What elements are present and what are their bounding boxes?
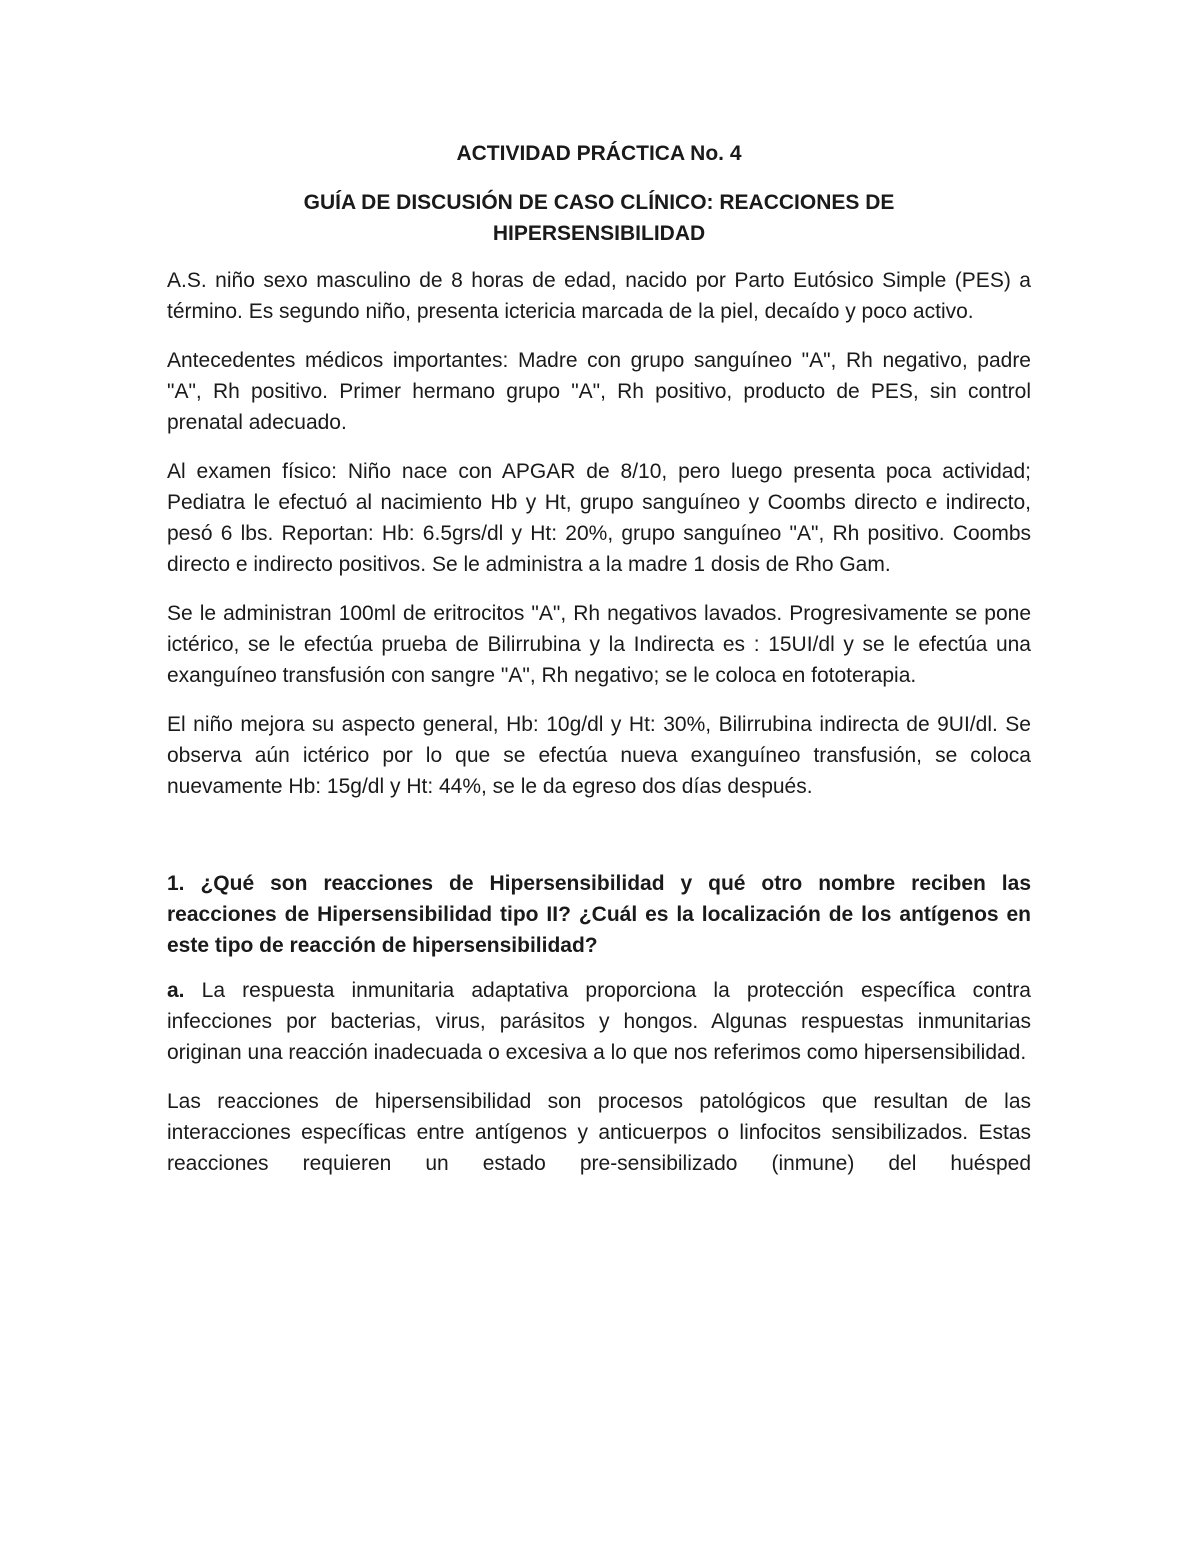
answer-label: a. <box>167 979 185 1002</box>
answer-1-text: La respuesta inmunitaria adaptativa proporciona la protección específica contra infecciones por bacterias, virus, parásitos y hongos. Algunas respuestas inmunitarias originan una reacción inadecuada o excesiva a lo que nos referimos como hipersensibilidad. <box>167 979 1031 1064</box>
case-paragraph-patient: A.S. niño sexo masculino de 8 horas de edad, nacido por Parto Eutósico Simple (PES) a término. Es segundo niño, presenta ictericia marcada de la piel, decaído y poco activo. <box>167 269 1031 323</box>
question-1: 1. ¿Qué son reacciones de Hipersensibilidad y qué otro nombre reciben las reacciones de Hipersensibilidad tipo II? ¿Cuál es la localización de los antígenos en este tipo de reacción de hipersensibilidad? <box>167 872 1031 957</box>
case-paragraph-history: Antecedentes médicos importantes: Madre con grupo sanguíneo "A", Rh negativo, padre "A", Rh positivo. Primer hermano grupo "A", Rh positivo, producto de PES, sin control prenatal adecuado. <box>167 349 1031 434</box>
subtitle-line-2: HIPERSENSIBILIDAD <box>492 222 706 245</box>
answer-1-paragraph <box>167 975 1031 1068</box>
document-title: ACTIVIDAD PRÁCTICA No. 4 <box>456 142 742 165</box>
section-spacer <box>167 820 1031 868</box>
case-paragraph-outcome: El niño mejora su aspecto general, Hb: 10g/dl y Ht: 30%, Bilirrubina indirecta de 9UI/dl. Se observa aún ictérico por lo que se efectúa nueva exanguíneo transfusión, se coloca nuevamente Hb: 15g/dl y Ht: 44%, se le da egreso dos días después. <box>167 713 1031 798</box>
subtitle-line-1: GUÍA DE DISCUSIÓN DE CASO CLÍNICO: REACCIONES DE <box>303 191 895 214</box>
document-page <box>167 138 1031 1197</box>
case-paragraph-treatment: Se le administran 100ml de eritrocitos "A", Rh negativos lavados. Progresivamente se pone ictérico, se le efectúa prueba de Bilirrubina y la Indirecta es : 15UI/dl y se le efectúa una exanguíneo transfusión con sangre "A", Rh negativo; se le coloca en fototerapia. <box>167 602 1031 687</box>
answer-1-paragraph-2: Las reacciones de hipersensibilidad son procesos patológicos que resultan de las interacciones específicas entre antígenos y anticuerpos o linfocitos sensibilizados. Estas reacciones requieren un estado pre-sensibilizado (inmune) del huésped <box>167 1090 1031 1175</box>
document-subtitle <box>167 187 1031 249</box>
case-paragraph-exam: Al examen físico: Niño nace con APGAR de 8/10, pero luego presenta poca actividad; Pediatra le efectuó al nacimiento Hb y Ht, grupo sanguíneo y Coombs directo e indirecto, pesó 6 lbs. Reportan: Hb: 6.5grs/dl y Ht: 20%, grupo sanguíneo "A", Rh positivo. Coombs directo e indirecto positivos. Se le administra a la madre 1 dosis de Rho Gam. <box>167 460 1031 576</box>
